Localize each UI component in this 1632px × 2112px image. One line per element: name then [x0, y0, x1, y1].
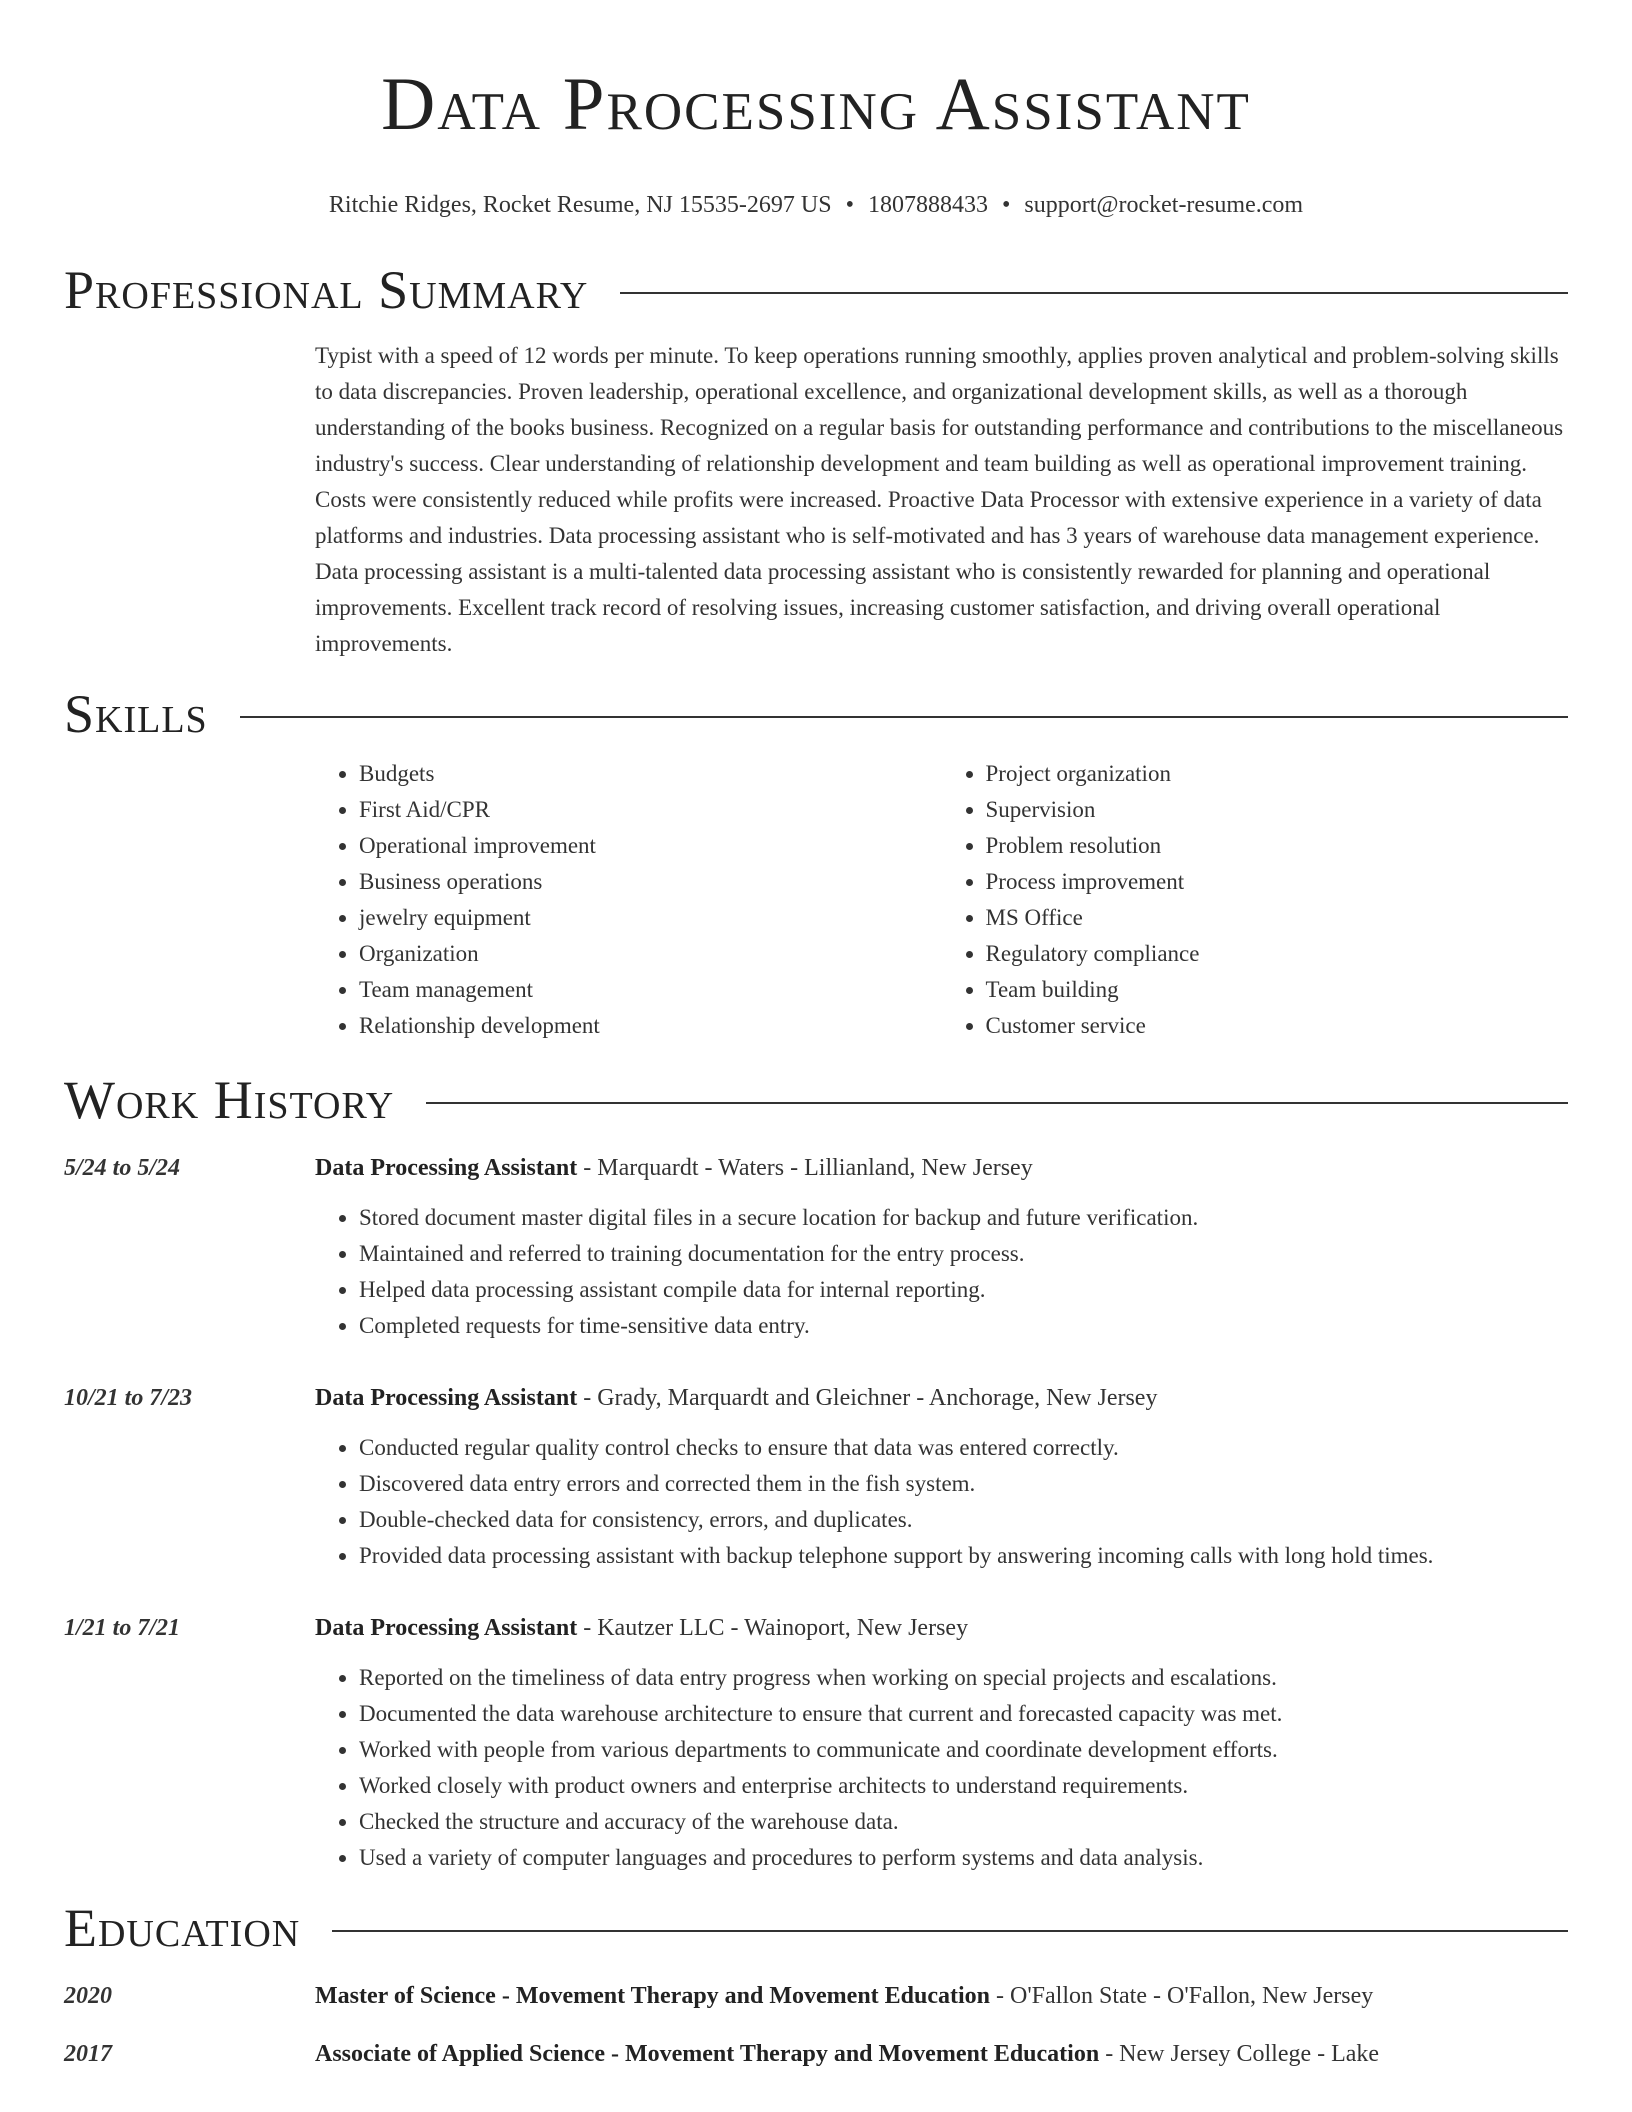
contact-address: Ritchie Ridges, Rocket Resume, NJ 15535-2697 US: [328, 192, 832, 218]
skill-item: • Team building: [986, 972, 1569, 1008]
job-entry: [64, 1380, 1568, 1574]
skill-item: • Business operations: [359, 864, 942, 900]
section-divider: [426, 1102, 1568, 1104]
job-duties: [315, 1200, 1568, 1344]
job-role: Data Processing Assistant: [315, 1155, 578, 1181]
education-body: [315, 2036, 1568, 2072]
job-role: Data Processing Assistant: [315, 1385, 578, 1411]
job-duty-item: • Documented the data warehouse architecture to ensure that current and forecasted capacity was met.: [359, 1696, 1568, 1732]
job-duty-item: • Helped data processing assistant compile data for internal reporting.: [359, 1272, 1568, 1308]
skills-list: [315, 756, 1568, 1044]
resume-title: Data Processing Assistant: [381, 63, 1251, 146]
job-heading: [315, 1150, 1568, 1186]
education-year: 2020: [64, 1983, 112, 2009]
job-duties: [315, 1430, 1568, 1574]
work-section-header: [64, 1070, 1568, 1130]
contact-separator: •: [845, 192, 854, 218]
job-body: [315, 1610, 1568, 1876]
job-duty-item: • Double-checked data for consistency, errors, and duplicates.: [359, 1502, 1568, 1538]
skill-item: • Operational improvement: [359, 828, 942, 864]
job-entry: [64, 1150, 1568, 1344]
job-duty-item: • Provided data processing assistant with backup telephone support by answering incoming calls with long hold times.: [359, 1538, 1568, 1574]
skill-item: • Regulatory compliance: [986, 936, 1569, 972]
job-duty-item: • Conducted regular quality control checks to ensure that data was entered correctly.: [359, 1430, 1568, 1466]
skill-item: • Budgets: [359, 756, 942, 792]
section-divider: [620, 292, 1568, 294]
section-divider: [240, 716, 1568, 718]
work-history-list: [64, 1150, 1568, 1876]
job-duty-item: • Worked with people from various departments to communicate and coordinate development efforts.: [359, 1732, 1568, 1768]
skill-item: • First Aid/CPR: [359, 792, 942, 828]
job-body: [315, 1380, 1568, 1574]
job-heading: [315, 1610, 1568, 1646]
skill-item: • Process improvement: [986, 864, 1569, 900]
skills-column-right: [942, 756, 1569, 1044]
skill-item: • Problem resolution: [986, 828, 1569, 864]
education-degree: Master of Science - Movement Therapy and Movement Education: [315, 1983, 991, 2009]
skill-item: • Team management: [359, 972, 942, 1008]
job-entry: [64, 1610, 1568, 1876]
skills-column-left: [315, 756, 942, 1044]
section-title-education: Education: [64, 1898, 301, 1958]
job-employer-location: - Marquardt - Waters - Lillianland, New Jersey: [577, 1155, 1033, 1181]
skills-section-header: [64, 684, 1568, 744]
skill-item: • Project organization: [986, 756, 1569, 792]
job-dates: 1/21 to 7/21: [64, 1615, 181, 1641]
education-year: 2017: [64, 2041, 112, 2067]
education-section-header: [64, 1898, 1568, 1958]
job-duty-item: • Stored document master digital files in a secure location for backup and future verification.: [359, 1200, 1568, 1236]
summary-section-header: [64, 260, 1568, 320]
contact-phone: 1807888433: [867, 192, 988, 218]
contact-line: [64, 190, 1568, 220]
job-duties: [315, 1660, 1568, 1876]
job-dates: 10/21 to 7/23: [64, 1385, 193, 1411]
job-dates: 5/24 to 5/24: [64, 1155, 181, 1181]
job-body: [315, 1150, 1568, 1344]
job-duty-item: • Checked the structure and accuracy of the warehouse data.: [359, 1804, 1568, 1840]
job-employer-location: - Kautzer LLC - Wainoport, New Jersey: [577, 1615, 969, 1641]
job-duty-item: • Completed requests for time-sensitive data entry.: [359, 1308, 1568, 1344]
job-duty-item: • Reported on the timeliness of data entry progress when working on special projects and escalations.: [359, 1660, 1568, 1696]
contact-email: support@rocket-resume.com: [1024, 192, 1304, 218]
section-divider: [332, 1930, 1568, 1932]
skill-item: • Supervision: [986, 792, 1569, 828]
education-entry: [64, 2036, 1568, 2072]
section-title-skills: Skills: [64, 684, 208, 744]
skill-item: • jewelry equipment: [359, 900, 942, 936]
section-title-summary: Professional Summary: [64, 260, 589, 320]
job-duty-item: • Discovered data entry errors and corrected them in the fish system.: [359, 1466, 1568, 1502]
job-duty-item: • Maintained and referred to training documentation for the entry process.: [359, 1236, 1568, 1272]
education-school-location: - New Jersey College - Lake: [1099, 2041, 1380, 2067]
job-duty-item: • Used a variety of computer languages and procedures to perform systems and data analysis.: [359, 1840, 1568, 1876]
job-heading: [315, 1380, 1568, 1416]
job-role: Data Processing Assistant: [315, 1615, 578, 1641]
skill-item: • Relationship development: [359, 1008, 942, 1044]
education-entry: [64, 1978, 1568, 2014]
education-school-location: - O'Fallon State - O'Fallon, New Jersey: [990, 1983, 1374, 2009]
education-degree: Associate of Applied Science - Movement Therapy and Movement Education: [315, 2041, 1100, 2067]
skill-item: • Organization: [359, 936, 942, 972]
skill-item: • MS Office: [986, 900, 1569, 936]
skill-item: • Customer service: [986, 1008, 1569, 1044]
job-employer-location: - Grady, Marquardt and Gleichner - Anchorage, New Jersey: [577, 1385, 1158, 1411]
summary-paragraph: Typist with a speed of 12 words per minute. To keep operations running smoothly, applies proven analytical and problem-solving skills to data discrepancies. Proven leadership, operational excellence, and organizational development skills, as well as a thorough understanding of the books business. Recognized on a regular basis for outstanding performance and contributions to the miscellaneous industry's success. Clear understanding of relationship development and team building as well as operational improvement training. Costs were consistently reduced while profits were increased. Proactive Data Processor with extensive experience in a variety of data platforms and industries. Data processing assistant who is self-motivated and has 3 years of warehouse data management experience. Data processing assistant is a multi-talented data processing assistant who is consistently rewarded for planning and operational improvements. Excellent track record of resolving issues, increasing customer satisfaction, and driving overall operational improvements.: [315, 343, 1564, 656]
education-list: [64, 1978, 1568, 2072]
contact-separator: •: [1001, 192, 1011, 218]
job-duty-item: • Worked closely with product owners and enterprise architects to understand requirements.: [359, 1768, 1568, 1804]
education-body: [315, 1978, 1568, 2014]
section-title-work: Work History: [64, 1070, 395, 1130]
